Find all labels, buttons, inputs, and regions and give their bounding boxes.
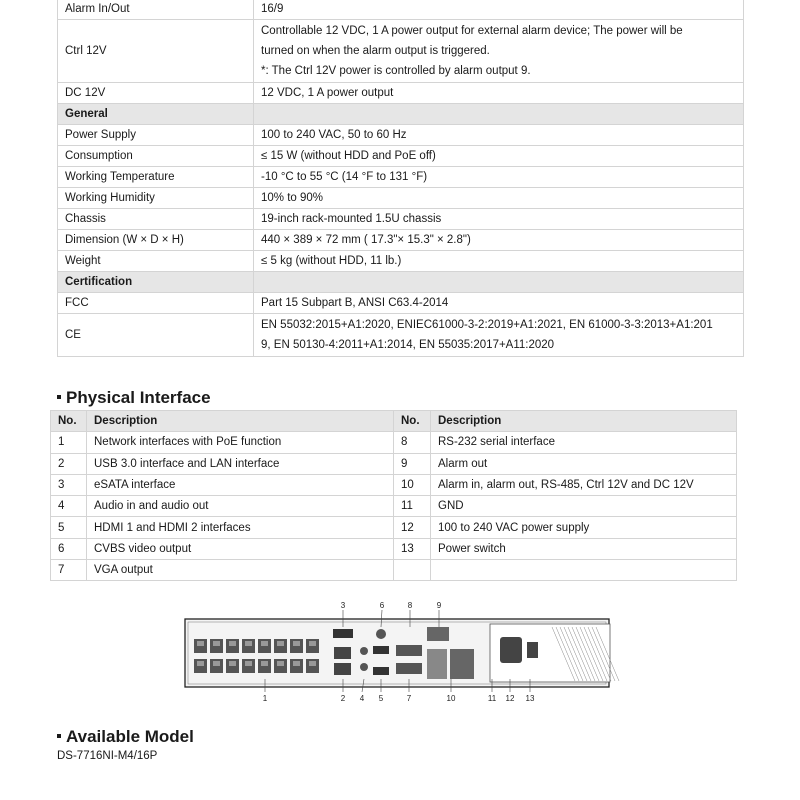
spec-value-line: *: The Ctrl 12V power is controlled by alarm output 9. <box>261 65 531 77</box>
physical-interface-heading: Physical Interface <box>57 388 211 408</box>
spec-row <box>58 230 744 251</box>
esata-port <box>333 629 353 638</box>
table-row <box>51 474 737 495</box>
spec-value <box>254 167 744 188</box>
column-header: No. <box>394 411 431 432</box>
spec-row <box>58 251 744 272</box>
interface-number <box>394 560 431 581</box>
interface-number: 8 <box>394 432 431 453</box>
spec-value <box>254 251 744 272</box>
interface-description: USB 3.0 interface and LAN interface <box>87 453 394 474</box>
table-row <box>51 453 737 474</box>
spec-value-line: 9, EN 50130-4:2011+A1:2014, EN 55035:2017+A11:2020 <box>261 339 555 351</box>
callout-number: 12 <box>505 694 515 703</box>
spec-value-line: turned on when the alarm output is triggered. <box>261 45 490 57</box>
spec-value-line: 440 × 389 × 72 mm ( 17.3"× 15.3" × 2.8") <box>261 234 471 246</box>
callout-number: 2 <box>340 694 346 703</box>
spec-value-line: EN 55032:2015+A1:2020, ENIEC61000-3-2:2019+A1:2021, EN 61000-3-3:2013+A1:201 <box>261 319 713 331</box>
spec-row <box>58 293 744 314</box>
table-row <box>51 496 737 517</box>
spec-row <box>58 20 744 83</box>
spec-row <box>58 188 744 209</box>
spec-value <box>254 83 744 104</box>
spec-row <box>58 125 744 146</box>
callout-number: 6 <box>379 601 385 610</box>
spec-value-line: 16/9 <box>261 3 284 15</box>
spec-row <box>58 167 744 188</box>
interface-description: Audio in and audio out <box>87 496 394 517</box>
callout-number: 9 <box>436 601 442 610</box>
callout-number: 3 <box>340 601 346 610</box>
interface-description: Network interfaces with PoE function <box>87 432 394 453</box>
bullet-square-icon <box>57 734 61 738</box>
interface-description: RS-232 serial interface <box>431 432 737 453</box>
spec-key: Dimension (W × D × H) <box>58 230 254 251</box>
available-model-heading: Available Model <box>57 727 194 747</box>
spec-section-blank <box>254 272 744 293</box>
interface-number: 4 <box>51 496 87 517</box>
interface-number: 7 <box>51 560 87 581</box>
spec-key: Power Supply <box>58 125 254 146</box>
spec-table <box>57 0 744 357</box>
interface-number: 11 <box>394 496 431 517</box>
spec-section-label: General <box>58 104 254 125</box>
spec-section-row <box>58 272 744 293</box>
interface-description: eSATA interface <box>87 474 394 495</box>
rear-panel-diagram <box>180 597 620 707</box>
spec-section-blank <box>254 104 744 125</box>
spec-key: Working Humidity <box>58 188 254 209</box>
interface-description: GND <box>431 496 737 517</box>
power-switch <box>527 642 538 658</box>
interface-description: Alarm out <box>431 453 737 474</box>
spec-value-line: Part 15 Subpart B, ANSI C63.4-2014 <box>261 297 449 309</box>
spec-value-line: Controllable 12 VDC, 1 A power output for external alarm device; The power will be <box>261 25 683 37</box>
spec-key: Weight <box>58 251 254 272</box>
spec-key: Alarm In/Out <box>58 0 254 20</box>
ac-inlet <box>500 637 522 663</box>
spec-key: CE <box>58 314 254 357</box>
table-row <box>51 538 737 559</box>
spec-key: Consumption <box>58 146 254 167</box>
spec-value-line: 12 VDC, 1 A power output <box>261 87 394 99</box>
interface-number: 5 <box>51 517 87 538</box>
spec-section-row <box>58 104 744 125</box>
callout-number: 11 <box>487 694 497 703</box>
spec-value <box>254 146 744 167</box>
interface-number: 13 <box>394 538 431 559</box>
interface-description <box>431 560 737 581</box>
table-row <box>51 517 737 538</box>
spec-key: Ctrl 12V <box>58 20 254 83</box>
interface-description: Power switch <box>431 538 737 559</box>
interface-number: 6 <box>51 538 87 559</box>
interface-number: 2 <box>51 453 87 474</box>
column-header: No. <box>51 411 87 432</box>
model-number: DS-7716NI-M4/16P <box>57 750 158 762</box>
spec-value-line: ≤ 15 W (without HDD and PoE off) <box>261 150 436 162</box>
spec-value <box>254 314 744 357</box>
callout-number: 8 <box>407 601 413 610</box>
spec-value <box>254 20 744 83</box>
spec-section-label: Certification <box>58 272 254 293</box>
callout-number: 4 <box>359 694 365 703</box>
cvbs-port <box>376 629 386 639</box>
spec-value-line: 19-inch rack-mounted 1.5U chassis <box>261 213 442 225</box>
column-header: Description <box>431 411 737 432</box>
interface-description: Alarm in, alarm out, RS-485, Ctrl 12V and DC 12V <box>431 474 737 495</box>
spec-key: FCC <box>58 293 254 314</box>
column-header: Description <box>87 411 394 432</box>
spec-row <box>58 0 744 20</box>
interface-number: 12 <box>394 517 431 538</box>
interface-description: VGA output <box>87 560 394 581</box>
spec-value-line: -10 °C to 55 °C (14 °F to 131 °F) <box>261 171 428 183</box>
interface-number: 1 <box>51 432 87 453</box>
interface-number: 3 <box>51 474 87 495</box>
spec-key: Chassis <box>58 209 254 230</box>
spec-value-line: ≤ 5 kg (without HDD, 11 lb.) <box>261 255 402 267</box>
callout-number: 10 <box>446 694 456 703</box>
interface-number: 9 <box>394 453 431 474</box>
spec-value <box>254 209 744 230</box>
spec-value-line: 10% to 90% <box>261 192 324 204</box>
spec-key: Working Temperature <box>58 167 254 188</box>
spec-row <box>58 209 744 230</box>
spec-value <box>254 230 744 251</box>
interface-description: CVBS video output <box>87 538 394 559</box>
interface-number: 10 <box>394 474 431 495</box>
interface-description: HDMI 1 and HDMI 2 interfaces <box>87 517 394 538</box>
spec-value <box>254 0 744 20</box>
spec-key: DC 12V <box>58 83 254 104</box>
interface-description: 100 to 240 VAC power supply <box>431 517 737 538</box>
table-row <box>51 432 737 453</box>
table-header-row <box>51 411 737 432</box>
callout-number: 13 <box>525 694 535 703</box>
spec-value <box>254 293 744 314</box>
bullet-square-icon <box>57 395 61 399</box>
spec-value-line: 100 to 240 VAC, 50 to 60 Hz <box>261 129 407 141</box>
table-row <box>51 560 737 581</box>
spec-value <box>254 125 744 146</box>
spec-row <box>58 83 744 104</box>
callout-number: 7 <box>406 694 412 703</box>
callout-number: 5 <box>378 694 384 703</box>
callout-number: 1 <box>262 694 268 703</box>
physical-interface-table <box>50 410 737 581</box>
spec-row <box>58 314 744 357</box>
spec-value <box>254 188 744 209</box>
spec-row <box>58 146 744 167</box>
